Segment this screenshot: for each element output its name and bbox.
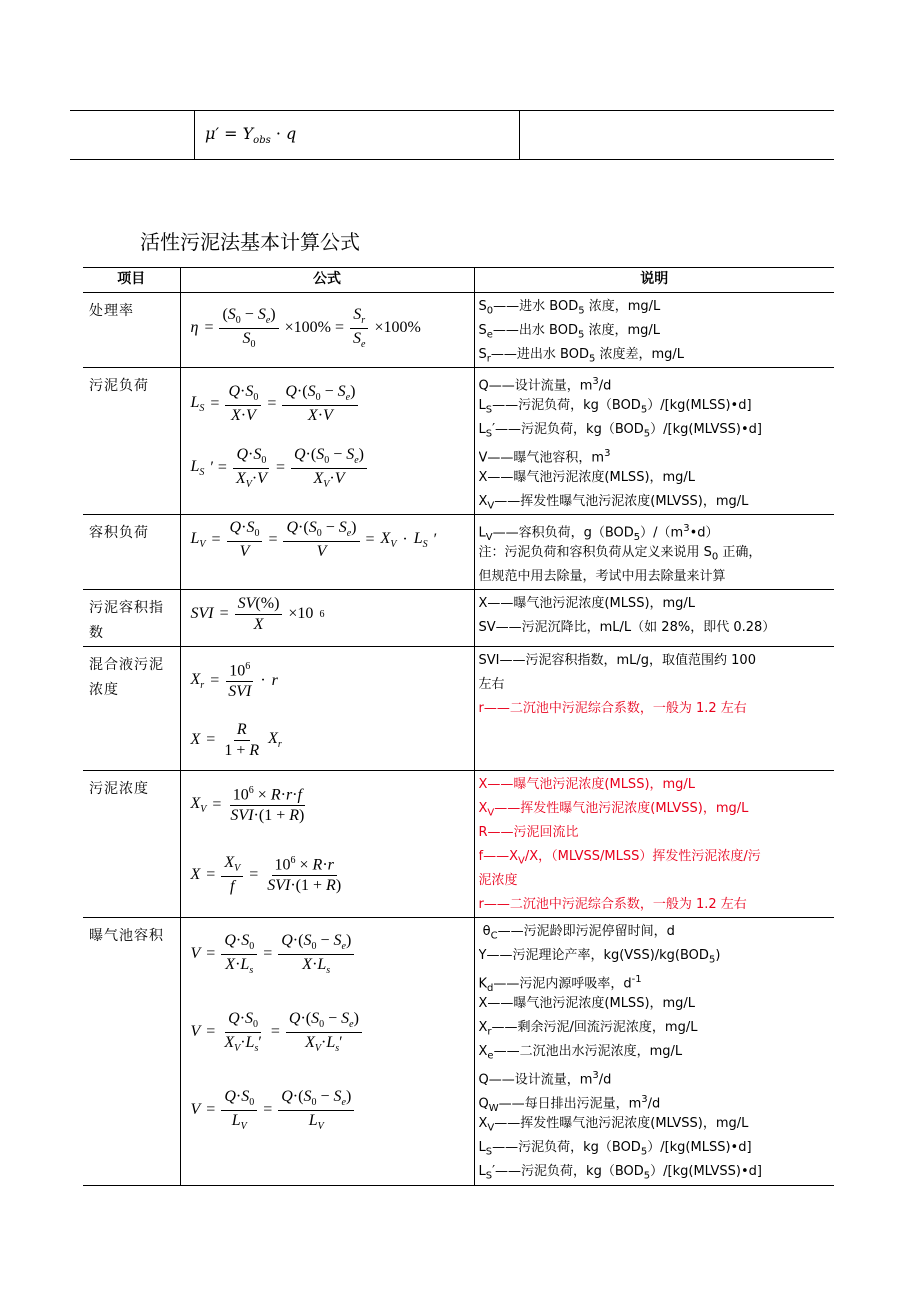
top-table-formula-cell <box>195 111 520 160</box>
note-line: SVI——污泥容积指数，mL/g，取值范围约 100 <box>478 653 756 668</box>
row-item-label: 污泥负荷 <box>83 368 180 515</box>
header-note: 说明 <box>474 268 834 293</box>
note-line: Q——设计流量，$m^3/d$ <box>478 376 612 394</box>
note-line: X——曝气池污泥浓度(MLSS)，mg/L <box>478 596 696 611</box>
header-formula: 公式 <box>180 268 474 293</box>
note-line: $K_d——$污泥内源呼吸率，$d^{-1}$ <box>478 974 642 992</box>
header-item: 项目 <box>83 268 180 293</box>
note-line: 注：污泥负荷和容积负荷从定义来说用 $S_0$ 正确， <box>478 545 762 563</box>
table-row <box>83 515 834 590</box>
note-line: $X_V——$挥发性曝气池污泥浓度(MLVSS)，mg/L <box>478 1116 749 1134</box>
row-item-label: 混合液污泥浓度 <box>83 647 180 771</box>
top-table-empty-cell <box>520 111 835 160</box>
table-row <box>83 368 834 515</box>
table-row <box>83 771 834 918</box>
row-item-label: 污泥浓度 <box>83 771 180 918</box>
note-line: X——曝气池污泥浓度(MLSS)，mg/L <box>478 470 696 485</box>
table-row <box>83 647 834 771</box>
row-formula <box>180 647 474 771</box>
note-line: 但规范中用去除量，考试中用去除量来计算 <box>478 569 726 584</box>
row-item-label: 污泥容积指数 <box>83 590 180 647</box>
table-row <box>83 590 834 647</box>
note-line: $L_S——$污泥负荷，$kg(BOD_5)/[kg(MLSS)•d]$ <box>478 398 752 416</box>
note-line: $X_e——$二沉池出水污泥浓度，mg/L <box>478 1044 683 1062</box>
row-notes <box>474 590 834 647</box>
note-line: $X_r——$剩余污泥/回流污泥浓度，mg/L <box>478 1020 698 1038</box>
note-line: r——二沉池中污泥综合系数，一般为 1.2 左右 <box>478 897 747 912</box>
row-notes <box>474 771 834 918</box>
note-line: $f——X_V/X$，（MLVSS/MLSS）挥发性污泥浓度/污 <box>478 849 761 867</box>
aeration-tank-volume-formulas: V = $Q\cdot S_0$ $X\cdot L_s$ = $Q\cdot(S_0 - S_e)$ $X\cdot L_s$ V = $Q\cdot S_0$ $X_V\cdot L_s'$ = $Q\cdot(S_0 - S_e)$ $X_V\cdot L_s'$ V = $Q\cdot S_0$ $L_V$ = $Q\cdot(S_0 - S_e)$ $L_V$ <box>191 922 474 1142</box>
row-item-label: 处理率 <box>83 293 180 368</box>
note-line: X——曝气池污泥浓度(MLSS)，mg/L <box>478 777 696 792</box>
note-line: $L_V——$容积负荷，$g(BOD_5)/(m^3•d)$ <box>478 523 719 541</box>
row-notes <box>474 293 834 368</box>
note-line: $X_V——$挥发性曝气池污泥浓度(MLVSS)，mg/L <box>478 494 749 512</box>
sludge-concentration-formulas: $X_V$ = $10^6 \times R\cdot r\cdot f$ SVI·(1 + R) X = $X_V$ f = $10^6 \times R\cdot r$ SVI·(1 + R) <box>190 784 342 895</box>
row-notes <box>474 918 834 1186</box>
volume-load-formula: $L_V$ = $Q\cdot S_0$ V = $Q\cdot(S_0 - S_e)$ V = $X_V$ · $L_S$ ′ <box>190 519 438 560</box>
row-formula <box>180 368 474 515</box>
row-notes <box>474 368 834 515</box>
note-line: $Q_W——$每日排出污泥量，$m^3/d$ <box>478 1094 661 1112</box>
mixed-liquor-formulas: $X_r$ = $10^6$ SVI · r X = R 1 + R $X_r$ <box>190 660 282 759</box>
row-item-label: 曝气池容积 <box>83 918 180 1186</box>
top-table-fragment <box>70 110 834 160</box>
removal-rate-formula: η = $(S_0 - S_e)$ $S_0$ ×100% = $S_r$ $S_e$ ×100% <box>190 306 421 350</box>
table-row <box>83 918 834 1186</box>
note-line: $S_e——$出水 $BOD_5$ 浓度，mg/L <box>478 323 661 341</box>
note-line: Q——设计流量，$m^3/d$ <box>478 1070 612 1088</box>
note-line: V——曝气池容积，$m^3$ <box>478 448 611 466</box>
row-item-label: 容积负荷 <box>83 515 180 590</box>
note-line: $L_S'——$污泥负荷，$kg(BOD_5)/[kg(MLVSS)•d]$ <box>478 422 762 440</box>
row-formula <box>180 515 474 590</box>
row-formula <box>180 590 474 647</box>
note-line: $S_r——$进出水 $BOD_5$ 浓度差，mg/L <box>478 347 685 365</box>
formula-table <box>83 267 834 1186</box>
row-formula <box>180 293 474 368</box>
note-line: r——二沉池中污泥综合系数，一般为 1.2 左右 <box>478 701 747 716</box>
table-row <box>83 293 834 368</box>
note-line: $\theta_C——$污泥龄即污泥停留时间，d <box>478 924 675 942</box>
page-title: 活性污泥法基本计算公式 <box>140 230 360 254</box>
note-line: 泥浓度 <box>478 873 518 888</box>
sludge-load-formulas: $L_S$ = $Q\cdot S_0$ X·V = $Q\cdot(S_0 - S_e)$ X·V $L_S$ ′ = $Q\cdot S_0$ $X_V\cdot V$ = $Q\cdot(S_0 - S_e)$ $X_V\cdot V$ <box>191 372 474 500</box>
table-header-row <box>83 268 834 293</box>
yield-formula: $\mu' = Y_{obs} \cdot q$ <box>205 123 297 147</box>
note-line: R——污泥回流比 <box>478 825 579 840</box>
svi-formula: SVI = SV(%) X ×10 6 <box>190 594 325 633</box>
row-notes <box>474 515 834 590</box>
note-line: Y——污泥理论产率，$kg(VSS)/kg(BOD_5)$ <box>478 948 721 966</box>
note-line: SV——污泥沉降比，mL/L（如 28%，即代 0.28） <box>478 620 776 635</box>
note-line: 左右 <box>478 677 505 692</box>
note-line: X——曝气池污泥浓度(MLSS)，mg/L <box>478 996 696 1011</box>
top-table-empty-cell <box>70 111 195 160</box>
note-line: $L_S'——$污泥负荷，$kg(BOD_5)/[kg(MLVSS)•d]$ <box>478 1164 762 1182</box>
note-line: $S_0——$进水 $BOD_5$ 浓度，mg/L <box>478 299 661 317</box>
note-line: $X_V——$挥发性曝气池污泥浓度(MLVSS)，mg/L <box>478 801 749 819</box>
row-notes <box>474 647 834 771</box>
row-formula <box>180 918 474 1186</box>
note-line: $L_S——$污泥负荷，$kg(BOD_5)/[kg(MLSS)•d]$ <box>478 1140 752 1158</box>
row-formula <box>180 771 474 918</box>
